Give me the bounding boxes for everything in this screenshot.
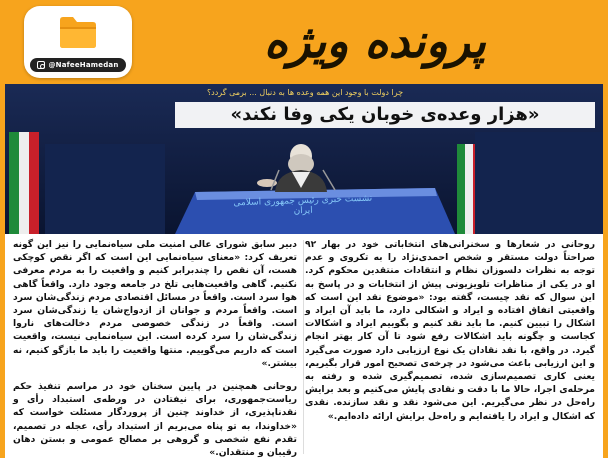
instagram-icon — [37, 61, 45, 69]
header — [0, 0, 608, 84]
folder-icon — [58, 14, 98, 50]
article-paragraph: روحانی همچنین در پایین سخنان خود در مراسم تنفیذ حکم ریاست‌جمهوری، برای نیفتادن در ورطه‌ی استبداد رأی و نقدناپذیری، از خداوند چنین از پروردگار مسئلت خواست که «خداوندا، به تو پناه می‌بریم از استبداد رأی، عجله در تصمیم، تقدم نفع شخصی و گروهی بر مصالح عمومی و بستن دهان رقیبان و منتقدان.» — [13, 381, 297, 458]
podium-caption: نشست خبری رئیس جمهوری اسلامی ایران — [233, 193, 373, 217]
channel-logo[interactable] — [24, 6, 132, 78]
article-column-left — [13, 238, 297, 458]
article-column-right — [305, 238, 595, 433]
article-body — [5, 234, 603, 458]
article-paragraph: دبیر سابق شورای عالی امنیت ملی سیاه‌نمایی را نیز این گونه تعریف کرد: «معنای سیاه‌نمایی این است که اگر نقص کوچکی هست، آن نقص را چندبرابر کنیم و واقعیت را به مردم معرفی نکنیم. گاهی واقعیت‌هایی تلخ در جامعه وجود دارد. واقعاً گاهی هوا سرد است. واقعاً در مسائل اقتصادی مردم زندگی‌شان سرد است. واقعاً مردم و جوانان از ازدواج‌شان یا زندگی‌شان سرد است. واقعاً در زندگی خصوصی مردم دخالت‌های ناروا زندگی‌شان را سرد کرده است. این سیاه‌نمایی نیست، واقعیت است که داریم می‌گوییم. منتها واقعیت را باید ما بازگو کنیم، نه بیشتر.» — [13, 239, 297, 369]
article-headline: «هزار وعده‌ی خوبان یکی وفا نکند» — [175, 102, 595, 128]
handle-bar — [30, 58, 126, 72]
photo-subtitle: چرا دولت با وجود این همه وعده ها به دنبال ... برمی گردد؟ — [206, 88, 404, 97]
news-photo — [5, 84, 603, 234]
column-divider — [303, 240, 304, 454]
brand-title: پرونده ویژه — [264, 14, 486, 68]
channel-handle: @NafeeHamedan — [48, 61, 119, 69]
flag-left — [9, 132, 39, 234]
article-paragraph: روحانی در شعارها و سخنرانی‌های انتخاباتی خود در بهار ۹۲ صراحتاً دولت مستقر و شخص احمدی‌نژاد را به تکروی و عدم توجه به نظرات دلسوزان نظام و انتقادات منتقدین محکوم کرد. او در یکی از مناظرات تلویزیونی پیش از انتخابات و در پاسخ به این سوال که نقد چیست، گفته بود: «موضوع نقد این است که واقعیتی اتفاق افتاده و ایراد و اشکالی دارد، ما باید آن ایراد و اشکال را تبیین کنیم. ما باید نقد کنیم و بگوییم ایراد و اشکالات کجاست و چگونه باید اشکالات رفع شود تا آن کار بهتر انجام گیرد. در واقع، با نقد نقادان یک نوع ارزیابی دارد صورت می‌گیرد و این ارزیابی باعث می‌شود در چرخه‌ی تصحیح امور قرار بگیریم، یعنی کاری تصمیم‌سازی شده، تصمیم‌گیری شده و رفته به مرحله‌ی اجرا، حالا ما با دقت و نقادی پایش می‌کنیم و بعد برایش راه‌حل در نظر می‌گیریم. این می‌شود نقد و نقد سازنده. نقدی که اشکال و ایراد را یافته‌ایم و راه‌حل برایش ارائه داده‌ایم.» — [305, 239, 595, 422]
